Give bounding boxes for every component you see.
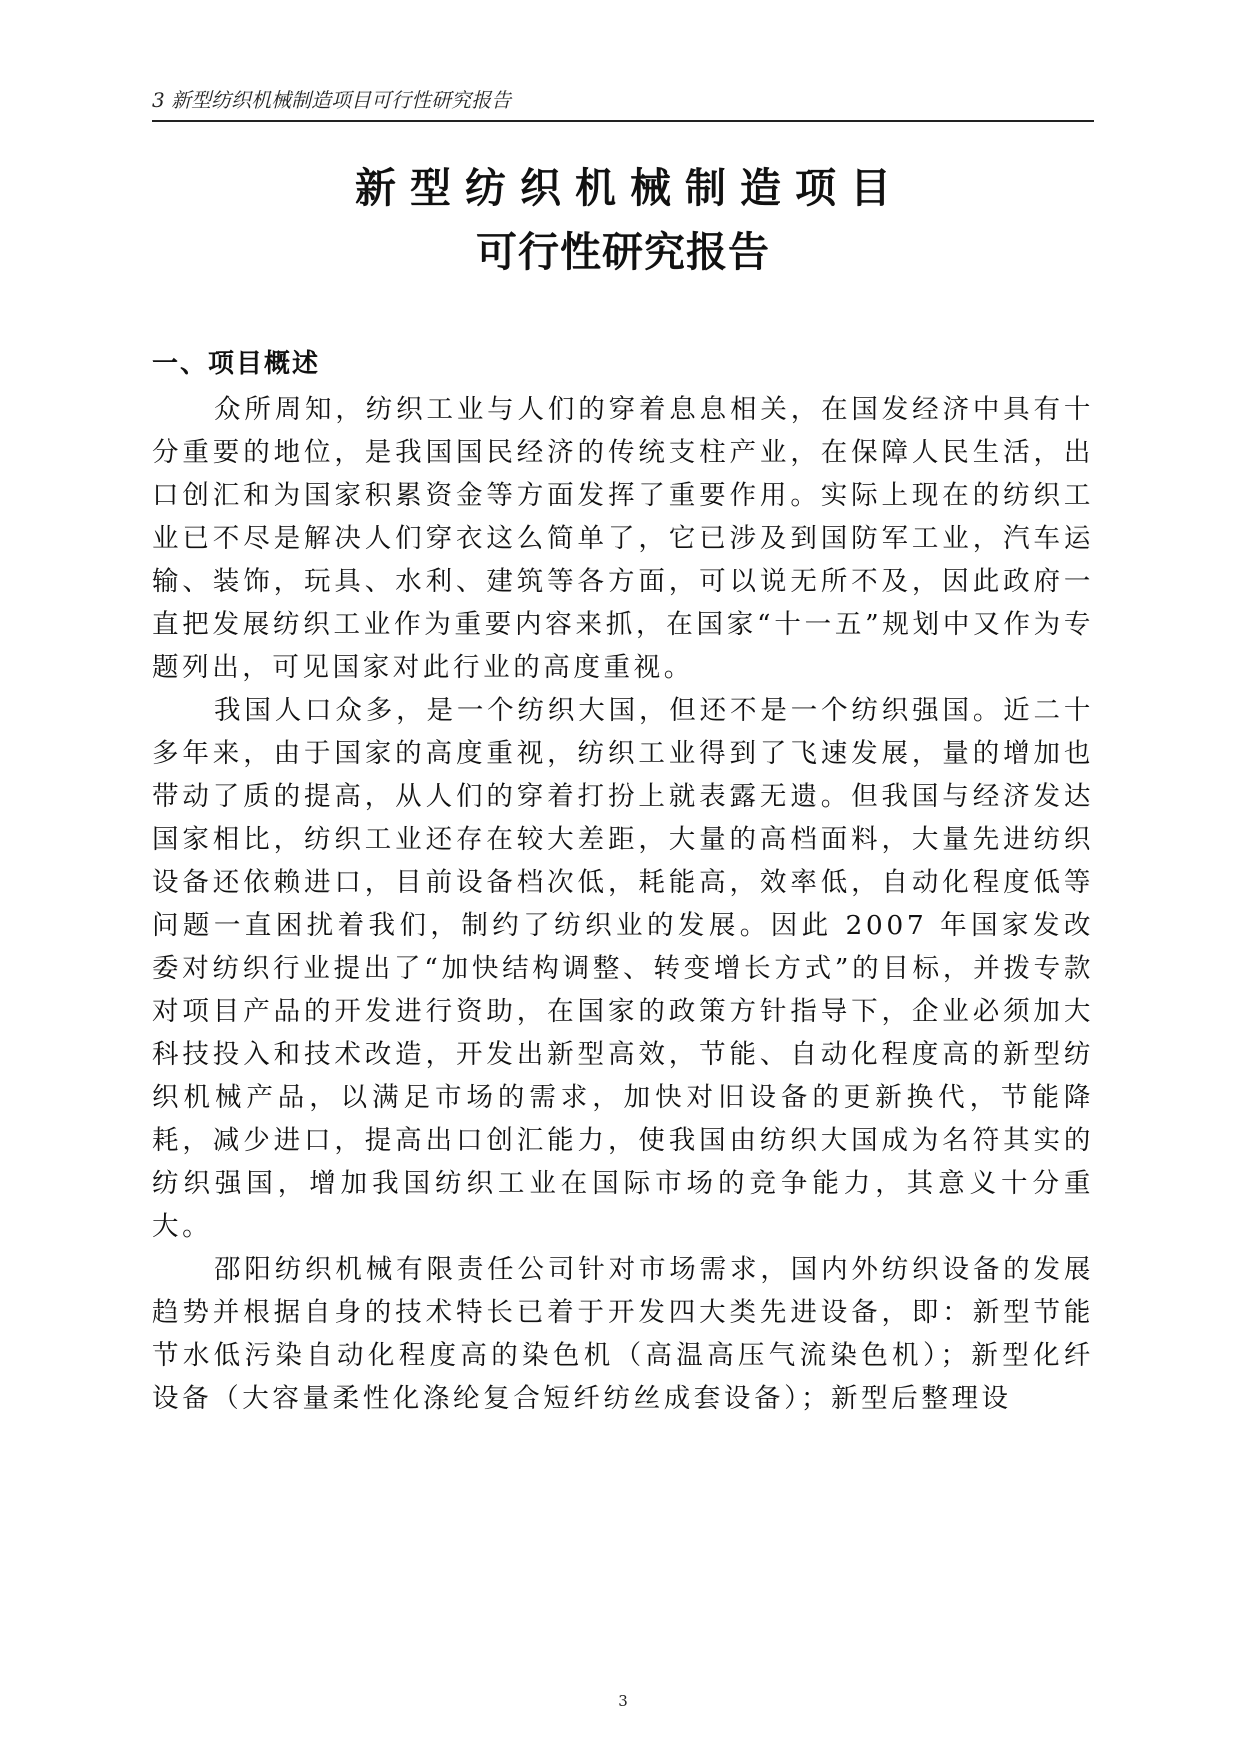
section-heading: 一、项目概述 <box>152 349 321 379</box>
running-header-text: 3 新型纺织机械制造项目可行性研究报告 <box>152 88 512 112</box>
document-title-line-2: 可行性研究报告 <box>476 228 770 276</box>
section-body <box>152 388 1094 1420</box>
paragraph-overview-1: 众所周知，纺织工业与人们的穿着息息相关，在国发经济中具有十分重要的地位，是我国国民经济的传统支柱产业，在保障人民生活，出口创汇和为国家积累资金等方面发挥了重要作用。实际上现在的纺织工业已不尽是解决人们穿衣这么简单了，它已涉及到国防军工业，汽车运输、装饰，玩具、水利、建筑等各方面，可以说无所不及，因此政府一直把发展纺织工业作为重要内容来抓，在国家“十一五”规划中又作为专题列出，可见国家对此行业的高度重视。 <box>152 394 1094 683</box>
page-number: 3 <box>618 1692 628 1710</box>
paragraph-overview-2: 我国人口众多，是一个纺织大国，但还不是一个纺织强国。近二十多年来，由于国家的高度重视，纺织工业得到了飞速发展，量的增加也带动了质的提高，从人们的穿着打扮上就表露无遗。但我国与经济发达国家相比，纺织工业还存在较大差距，大量的高档面料，大量先进纺织设备还依赖进口，目前设备档次低，耗能高，效率低，自动化程度低等问题一直困扰着我们，制约了纺织业的发展。因此 2007 年国家发改委对纺织行业提出了“加快结构调整、转变增长方式”的目标，并拨专款对项目产品的开发进行资助，在国家的政策方针指导下，企业必须加大科技投入和技术改造，开发出新型高效，节能、自动化程度高的新型纺织机械产品，以满足市场的需求，加快对旧设备的更新换代，节能降耗，减少进口，提高出口创汇能力，使我国由纺织大国成为名符其实的纺织强国，增加我国纺织工业在国际市场的竞争能力，其意义十分重大。 <box>152 695 1094 1242</box>
running-header <box>152 88 1094 122</box>
paragraph-overview-3: 邵阳纺织机械有限责任公司针对市场需求，国内外纺织设备的发展趋势并根据自身的技术特长已着于开发四大类先进设备，即：新型节能节水低污染自动化程度高的染色机（高温高压气流染色机）；新型化纤设备（大容量柔性化涤纶复合短纤纺丝成套设备）；新型后整理设 <box>152 1254 1094 1414</box>
document-title-line-1: 新型纺织机械制造项目 <box>355 164 905 212</box>
